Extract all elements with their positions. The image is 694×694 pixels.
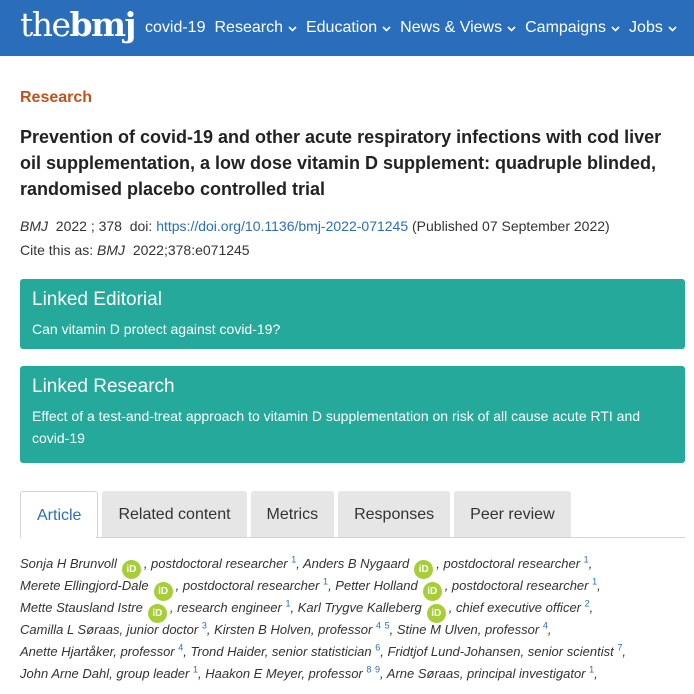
article-tabs xyxy=(20,491,575,538)
doi-link[interactable]: https://doi.org/10.1136/bmj-2022-071245 xyxy=(156,218,409,234)
author-name[interactable]: Mette Stausland Istre xyxy=(20,600,143,615)
author-separator: , xyxy=(206,622,215,637)
affiliation-ref[interactable]: 4 xyxy=(542,620,548,631)
affiliation-ref[interactable]: 8 xyxy=(366,664,372,675)
author-separator: , xyxy=(380,666,387,681)
author-line xyxy=(20,641,685,663)
tab-peer-review[interactable]: Peer review xyxy=(454,491,570,538)
affiliation-ref[interactable]: 4 xyxy=(375,620,381,631)
author-name[interactable]: Merete Ellingjord-Dale xyxy=(20,578,149,593)
author-name[interactable]: Anette Hjartåker, professor xyxy=(20,644,175,659)
author-separator: , xyxy=(588,556,593,571)
author-separator: , xyxy=(290,600,298,615)
author-line xyxy=(20,619,685,641)
active-tab-gap xyxy=(21,536,96,539)
article-title: Prevention of covid-19 and other acute respiratory infections with cod liver oil supplementation, a low dose vitamin D supplement: quadruple blinded, randomised placebo controlled trial xyxy=(20,127,662,199)
author-separator: , xyxy=(183,644,191,659)
affiliation-ref[interactable]: 9 xyxy=(375,664,381,675)
linked-editorial-link[interactable]: Can vitamin D protect against covid-19? xyxy=(32,321,281,337)
nav-campaigns[interactable] xyxy=(525,17,620,39)
author-name[interactable]: John Arne Dahl, group leader xyxy=(20,666,190,681)
journal-name: BMJ xyxy=(20,218,48,234)
author-separator: , xyxy=(547,622,552,637)
published-date: (Published 07 September 2022) xyxy=(412,218,610,234)
author-separator: , xyxy=(589,600,594,615)
author-role: , chief executive officer xyxy=(448,600,582,615)
affiliation-ref[interactable]: 5 xyxy=(384,620,390,631)
nav-jobs-label: Jobs xyxy=(629,19,663,36)
author-name[interactable]: Petter Holland xyxy=(335,578,418,593)
author-role: , postdoctoral researcher xyxy=(143,556,288,571)
tab-related-content[interactable]: Related content xyxy=(102,491,246,538)
chevron-down-icon xyxy=(288,24,297,33)
affiliation-ref[interactable]: 6 xyxy=(375,642,381,653)
author-separator: , xyxy=(597,578,601,593)
author-separator: , xyxy=(380,644,388,659)
bmj-logo[interactable] xyxy=(20,7,135,43)
cite-reference: 2022;378:e071245 xyxy=(132,242,250,258)
cite-this-line xyxy=(20,242,250,258)
doi-label: doi: xyxy=(129,218,153,234)
author-name[interactable]: Camilla L Søraas, junior doctor xyxy=(20,622,199,637)
linked-editorial-heading: Linked Editorial xyxy=(32,289,162,310)
author-line xyxy=(20,553,685,575)
affiliation-ref[interactable]: 7 xyxy=(617,642,623,653)
citation-line xyxy=(20,218,610,234)
nav-education-label: Education xyxy=(305,19,378,36)
author-role: , postdoctoral researcher xyxy=(175,578,320,593)
orcid-icon[interactable]: iD xyxy=(154,582,173,601)
cite-journal: BMJ xyxy=(97,242,126,258)
author-separator: , xyxy=(622,644,626,659)
affiliation-ref[interactable]: 2 xyxy=(584,598,590,609)
nav-education[interactable] xyxy=(306,17,391,39)
author-name[interactable]: Anders B Nygaard xyxy=(303,556,410,571)
orcid-icon[interactable]: iD xyxy=(423,582,442,601)
author-role: , research engineer xyxy=(169,600,282,615)
author-name[interactable]: Haakon E Meyer, professor xyxy=(205,666,363,681)
author-name[interactable]: Stine M Ulven, professor xyxy=(396,622,540,637)
orcid-icon[interactable]: iD xyxy=(148,604,167,623)
year-volume: 2022 ; 378 xyxy=(55,218,122,234)
author-name[interactable]: Kirsten B Holven, professor xyxy=(214,622,373,637)
nav-jobs[interactable] xyxy=(629,17,677,39)
author-role: , postdoctoral researcher xyxy=(444,578,589,593)
tab-responses[interactable]: Responses xyxy=(338,491,450,538)
affiliation-ref[interactable]: 4 xyxy=(178,642,184,653)
author-separator: , xyxy=(594,666,598,681)
orcid-icon[interactable]: iD xyxy=(122,560,141,579)
affiliation-ref[interactable]: 1 xyxy=(291,554,297,565)
author-name[interactable]: Trond Haider, senior statistician xyxy=(190,644,372,659)
nav-research[interactable] xyxy=(214,17,296,39)
nav-news-views-label: News & Views xyxy=(400,19,503,36)
author-name[interactable]: Arne Søraas, principal investigator xyxy=(386,666,586,681)
author-line xyxy=(20,663,685,685)
affiliation-ref[interactable]: 1 xyxy=(592,576,598,587)
tab-divider xyxy=(20,537,685,538)
logo-bmj: bmj xyxy=(69,5,135,44)
author-role: , postdoctoral researcher xyxy=(436,556,581,571)
nav-campaigns-label: Campaigns xyxy=(525,19,607,36)
author-separator: , xyxy=(198,666,206,681)
author-separator: , xyxy=(389,622,397,637)
nav-news-views[interactable] xyxy=(400,17,516,39)
logo-the: the xyxy=(20,5,70,44)
cite-label: Cite this as: xyxy=(20,242,94,258)
affiliation-ref[interactable]: 1 xyxy=(589,664,595,675)
author-line xyxy=(20,597,685,619)
affiliation-ref[interactable]: 1 xyxy=(323,576,329,587)
affiliation-ref[interactable]: 1 xyxy=(583,554,589,565)
author-name[interactable]: Karl Trygve Kalleberg xyxy=(297,600,422,615)
author-list xyxy=(20,553,685,685)
tab-article[interactable]: Article xyxy=(20,491,98,538)
nav-research-label: Research xyxy=(214,19,283,36)
author-line xyxy=(20,575,685,597)
site-header xyxy=(0,0,694,56)
linked-research-heading: Linked Research xyxy=(32,376,175,397)
chevron-down-icon xyxy=(382,24,391,33)
tab-metrics[interactable]: Metrics xyxy=(251,491,335,538)
section-label[interactable]: Research xyxy=(20,89,93,106)
nav-covid19-label: covid-19 xyxy=(145,19,206,36)
nav-covid19[interactable] xyxy=(145,17,205,39)
orcid-icon[interactable]: iD xyxy=(427,604,446,623)
chevron-down-icon xyxy=(611,24,620,33)
linked-research-link[interactable]: Effect of a test-and-treat approach to vitamin D supplementation on risk of all cause acute RTI and covid-19 xyxy=(32,408,641,446)
linked-research-box[interactable] xyxy=(20,366,685,463)
author-name[interactable]: Sonja H Brunvoll xyxy=(20,556,117,571)
orcid-icon[interactable]: iD xyxy=(414,560,433,579)
author-separator: , xyxy=(328,578,336,593)
author-name[interactable]: Fridtjof Lund-Johansen, senior scientist xyxy=(387,644,614,659)
chevron-down-icon xyxy=(668,24,677,33)
chevron-down-icon xyxy=(507,24,516,33)
author-separator: , xyxy=(296,556,304,571)
linked-editorial-box[interactable] xyxy=(20,279,685,349)
affiliation-ref[interactable]: 1 xyxy=(192,664,198,675)
affiliation-ref[interactable]: 3 xyxy=(201,620,207,631)
affiliation-ref[interactable]: 1 xyxy=(285,598,291,609)
main-nav xyxy=(145,17,686,39)
